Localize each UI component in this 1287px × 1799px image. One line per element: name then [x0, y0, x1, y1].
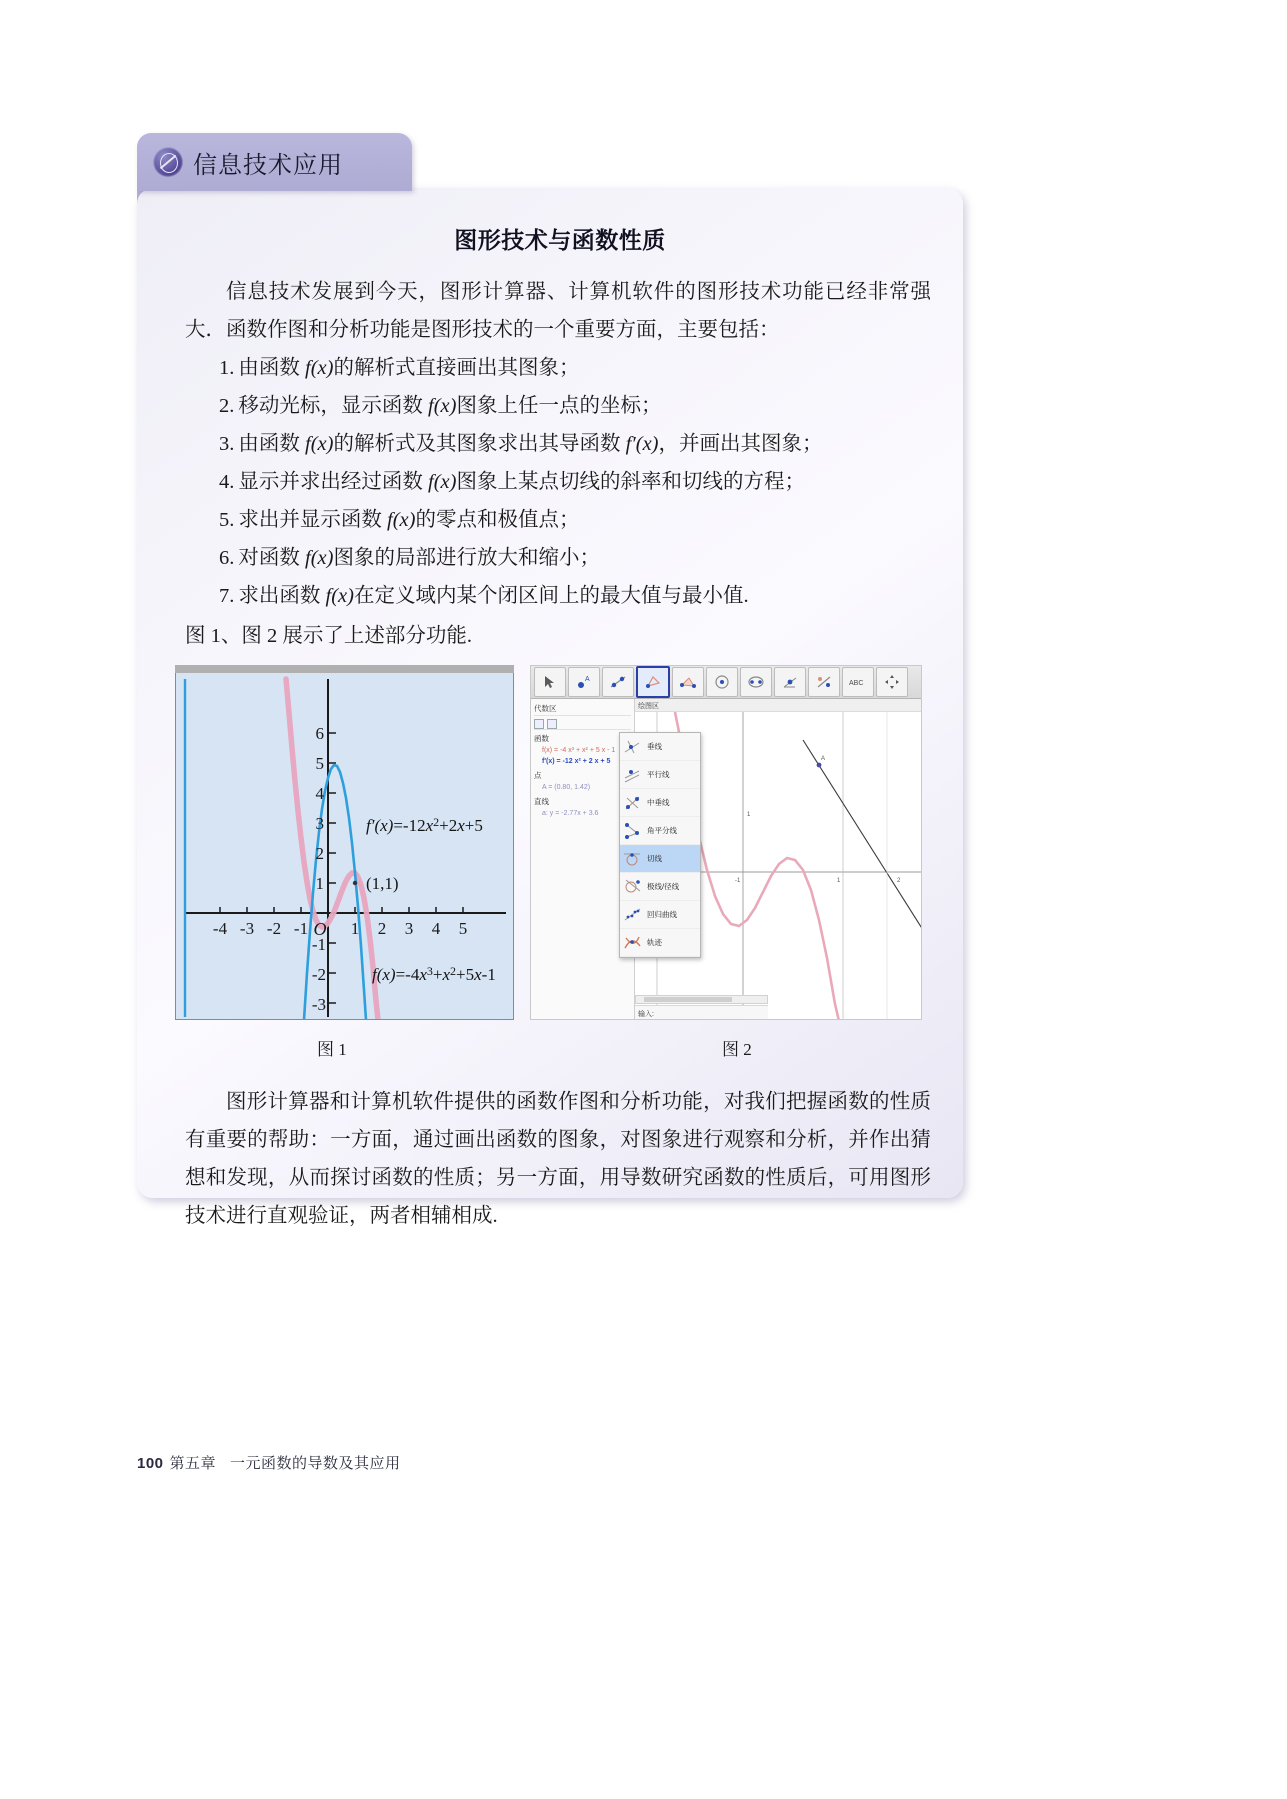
page-footer — [137, 1452, 401, 1473]
figure-intro-text: 图 1、图 2 展示了上述部分功能. — [185, 625, 472, 647]
svg-text:-2: -2 — [311, 965, 326, 984]
figure1-titlebar — [175, 665, 514, 673]
math-fx: f(x) — [305, 433, 334, 455]
page-title: 图形技术与函数性质 — [454, 227, 666, 253]
input-bar[interactable]: 输入: — [635, 1005, 768, 1020]
menu-item-label: 切线 — [647, 854, 662, 863]
svg-text:6: 6 — [315, 724, 324, 743]
list-item-number: 7. — [219, 585, 235, 607]
figure-1 — [175, 665, 514, 1020]
list-item-text-post: 图象的局部进行放大和缩小； — [333, 547, 600, 569]
list-item-text-post: 的零点和极值点； — [415, 509, 580, 531]
svg-text:-1: -1 — [293, 919, 309, 938]
list-item-number: 5. — [219, 509, 235, 531]
article-content — [167, 200, 953, 1227]
menu-item-label: 轨迹 — [647, 938, 662, 947]
scrollbar-thumb[interactable] — [644, 997, 732, 1002]
list-item-text-post2: ，并画出其图象； — [658, 433, 823, 455]
list-item-number: 6. — [219, 547, 235, 569]
menu-item-label: 极线/径线 — [647, 882, 680, 891]
special-line-icon[interactable] — [636, 666, 670, 698]
menu-item-best-fit-line[interactable] — [620, 901, 700, 929]
algebra-item[interactable]: f(x) = -4 x³ + x² + 5 x - 1 — [542, 747, 616, 754]
menu-item-perpendicular-bisector[interactable] — [620, 789, 700, 817]
list-item — [219, 577, 931, 615]
list-item-text-pre: 显示并求出经过函数 — [238, 471, 428, 493]
list-item-text-pre: 移动光标，显示函数 — [238, 395, 428, 417]
figure1-plot — [175, 673, 514, 1020]
algebra-panel-header: 代数区 — [534, 702, 631, 716]
figure1-caption: 图 1 — [317, 1040, 347, 1059]
list-item-text-pre: 由函数 — [238, 433, 305, 455]
horizontal-scrollbar[interactable] — [635, 995, 768, 1004]
list-item-number: 4. — [219, 471, 235, 493]
chapter-label: 第五章 — [169, 1455, 217, 1472]
list-item — [219, 501, 931, 539]
circle-icon[interactable] — [706, 667, 738, 697]
menu-item-label: 中垂线 — [647, 798, 670, 807]
list-item — [219, 349, 931, 387]
svg-text:-4: -4 — [212, 919, 228, 938]
svg-text:3: 3 — [404, 919, 414, 938]
list-item-number: 1. — [219, 357, 235, 379]
perpendicular-line-icon — [623, 737, 642, 756]
polygon-icon[interactable] — [672, 667, 704, 697]
angle-bisector-icon — [623, 821, 642, 840]
algebra-item[interactable]: f'(x) = -12 x² + 2 x + 5 — [542, 758, 611, 765]
svg-text:1: 1 — [747, 812, 751, 818]
line-through-points-icon[interactable] — [602, 667, 634, 697]
list-item-text-post: 图象上任一点的坐标； — [456, 395, 662, 417]
angle-measure-icon[interactable] — [774, 667, 806, 697]
menu-item-locus[interactable] — [620, 929, 700, 957]
list-item-text-pre: 求出函数 — [238, 585, 326, 607]
section-badge-label: 信息技术应用 — [193, 151, 343, 179]
svg-text:2: 2 — [315, 844, 324, 863]
math-fx: f(x) — [428, 471, 457, 493]
section-badge — [137, 133, 412, 191]
figures-row — [167, 665, 953, 1065]
math-fx: f(x) — [325, 585, 354, 607]
list-item-number: 2. — [219, 395, 235, 417]
graphics-panel-header: 绘图区 — [635, 699, 921, 712]
list-item-number: 3. — [219, 433, 235, 455]
chapter-title: 一元函数的导数及其应用 — [230, 1455, 401, 1472]
svg-text:2: 2 — [897, 878, 901, 884]
menu-item-label: 平行线 — [647, 770, 670, 779]
special-line-dropdown-menu[interactable] — [619, 732, 701, 958]
text-icon[interactable] — [842, 667, 874, 697]
svg-text:1: 1 — [350, 919, 360, 938]
menu-item-perpendicular-line[interactable] — [620, 733, 700, 761]
list-item-text-post: 在定义域内某个闭区间上的最大值与最小值. — [353, 585, 749, 607]
menu-item-polar-line[interactable] — [620, 873, 700, 901]
list-item — [219, 425, 931, 463]
algebra-group-title: 点 — [534, 771, 542, 780]
math-fx: f(x) — [387, 509, 416, 531]
menu-item-label: 回归曲线 — [647, 910, 677, 919]
svg-text:4: 4 — [315, 784, 324, 803]
geogebra-body — [531, 699, 921, 1020]
polar-line-icon — [623, 877, 642, 896]
svg-text:-2: -2 — [266, 919, 282, 938]
tangent-line-icon — [623, 849, 642, 868]
globe-icon — [153, 147, 183, 177]
svg-text:f(x)=-4x3+x2+5x-1: $f(x)=-4x^3+x^2+5x-1$ — [372, 964, 496, 984]
svg-text:4: 4 — [431, 919, 441, 938]
figure1-svg — [176, 673, 512, 1020]
list-item-text-post: 的解析式直接画出其图象； — [333, 357, 580, 379]
svg-text:(1,1): (1,1) — [366, 874, 399, 893]
svg-text:-3: -3 — [311, 995, 326, 1014]
feature-list — [167, 349, 953, 615]
algebra-toolbar[interactable] — [534, 718, 631, 730]
best-fit-line-icon — [623, 905, 642, 924]
list-item — [219, 539, 931, 577]
list-item — [219, 463, 931, 501]
menu-item-angle-bisector[interactable] — [620, 817, 700, 845]
new-point-icon[interactable] — [568, 667, 600, 697]
svg-text:1: 1 — [315, 874, 324, 893]
svg-text:3: 3 — [315, 814, 324, 833]
svg-text:-3: -3 — [239, 919, 255, 938]
algebra-group-title: 直线 — [534, 797, 549, 806]
svg-text:-1: -1 — [311, 935, 326, 954]
algebra-item[interactable]: a: y = -2.77x + 3.6 — [542, 810, 599, 817]
menu-item-label: 垂线 — [647, 742, 662, 751]
svg-text:O: O — [313, 919, 327, 939]
svg-text:A: A — [821, 756, 826, 762]
menu-item-label: 角平分线 — [647, 826, 677, 835]
locus-icon — [623, 933, 642, 952]
svg-text:A: A — [585, 676, 590, 683]
conic-icon[interactable] — [740, 667, 772, 697]
page-number: 100 — [137, 1455, 164, 1472]
math-fx: f(x) — [305, 357, 334, 379]
math-fx: f(x) — [305, 547, 334, 569]
conclusion-paragraph: 图形计算器和计算机软件提供的函数作图和分析功能，对我们把握函数的性质有重要的帮助：一方面，通过画出函数的图象，对图象进行观察和分析，并作出猜想和发现，从而探讨函数的性质；另一方面，用导数研究函数的性质后，可用图形技术进行直观验证，两者相辅相成. — [185, 1091, 931, 1227]
math-fx: f(x) — [428, 395, 457, 417]
menu-item-tangent-line[interactable] — [620, 845, 700, 873]
svg-text:1: 1 — [837, 878, 841, 884]
list-item-text-post: 的解析式及其图象求出其导函数 — [333, 433, 626, 455]
svg-text:-1: -1 — [735, 878, 741, 884]
svg-text:5: 5 — [458, 919, 468, 938]
svg-text:f′(x)=-12x2+2x+5: $f'(x)=-12x^2+2x+5$ — [366, 815, 483, 835]
algebra-group-title: 函数 — [534, 734, 549, 743]
svg-text:2: 2 — [377, 919, 387, 938]
list-item — [219, 387, 931, 425]
reflect-icon[interactable] — [808, 667, 840, 697]
algebra-item[interactable]: A = (0.80, 1.42) — [542, 784, 591, 791]
list-item-text-post: 图象上某点切线的斜率和切线的方程； — [456, 471, 805, 493]
parallel-line-icon — [623, 765, 642, 784]
svg-text:ABC: ABC — [849, 680, 864, 687]
move-pointer-icon[interactable] — [534, 667, 566, 697]
geogebra-toolbar[interactable] — [531, 666, 921, 699]
perpendicular-bisector-icon — [623, 793, 642, 812]
svg-text:5: 5 — [315, 754, 324, 773]
menu-item-parallel-line[interactable] — [620, 761, 700, 789]
figure2-caption: 图 2 — [722, 1040, 752, 1059]
math-fprime: f′(x) — [625, 433, 659, 455]
list-item-text-pre: 求出并显示函数 — [238, 509, 387, 531]
list-item-text-pre: 由函数 — [238, 357, 305, 379]
move-graphics-icon[interactable] — [876, 667, 908, 697]
intro-paragraph: 信息技术发展到今天，图形计算器、计算机软件的图形技术功能已经非常强大．函数作图和分析功能是图形技术的一个重要方面，主要包括： — [185, 281, 931, 341]
figure-2 — [530, 665, 922, 1020]
list-item-text-pre: 对函数 — [238, 547, 305, 569]
